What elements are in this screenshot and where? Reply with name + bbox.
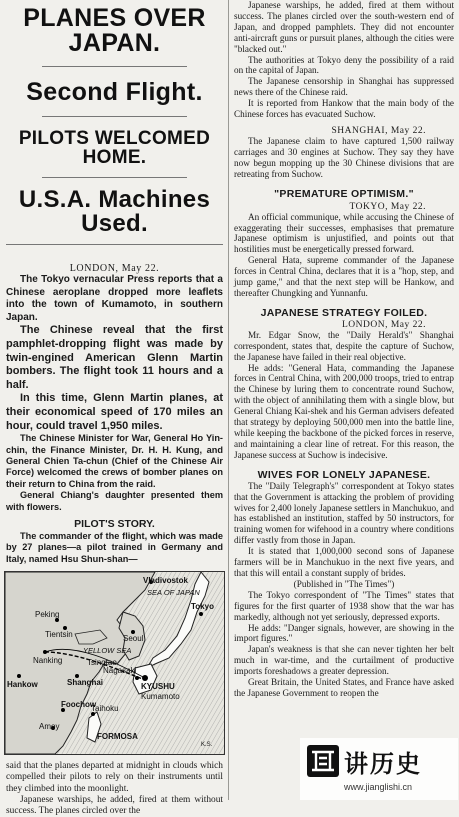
article-paragraph: The Tokyo correspondent of "The Times" states that figures for the first quarter of 1938 show that the war has markedly, although not yet seriously, depressed exports. [234, 589, 454, 622]
article-paragraph: The commander of the flight, which was made by 27 planes—a pilot trained in Germany and Italy, named Hsu Shun-shan— [6, 530, 223, 564]
article-paragraph: It is stated that 1,000,000 second sons of Japanese farmers will be in Manchukuo in the next five years, and that this will entail a constant supply of brides. [234, 546, 454, 578]
divider [42, 66, 187, 67]
subhead-premature-optimism: "PREMATURE OPTIMISM." [274, 187, 414, 200]
divider [6, 244, 223, 245]
map-label: FORMOSA [97, 732, 138, 742]
article-paragraph: Japanese warships, he added, fired at them without success. The planes circled over the south-western end of Japan, and dropped pamphlets. They did not encounter anti-aircraft guns or pursuit planes, although the cities were "blacked out." [234, 0, 454, 54]
map-label: Foochow [61, 700, 97, 710]
dateline-london: LONDON, May 22. [69, 263, 160, 274]
article-paragraph: The "Daily Telegraph's" correspondent at Tokyo states that the Government is attacking the problem of providing wives for 2,400 lonely Japanese settlers in Manchukuo, and has established an institution, staffed by 50 instructors, for training women for wifehood in a country where conditions differ vastly from those in Japan. [234, 480, 454, 546]
map-label: Vladivostok [143, 576, 188, 586]
map-label: Peking [35, 610, 60, 620]
map-label: Hankow [7, 680, 38, 690]
dateline-shanghai: SHANGHAI, May 22. [331, 125, 426, 136]
divider [42, 116, 187, 117]
map-credit: K.S. [201, 742, 213, 749]
article-paragraph: The Chinese Minister for War, General Ho Yin-chin, the Finance Minister, Dr. H. H. Kung, and General Chien Ta-chun (Chief of the Chinese Air Force) welcomed the crews of bomber planes on their return to China from the raid. [6, 433, 223, 489]
map-label: KYUSHU [141, 682, 175, 692]
article-paragraph: said that the planes departed at midnight in clouds which compelled their pilots to rely on their instruments until they climbed into the moonlight. [6, 761, 223, 794]
article-paragraph: General Chiang's daughter presented them with flowers. [6, 490, 223, 512]
article-paragraph: The Tokyo vernacular Press reports that a Chinese aeroplane dropped more leaflets into the town of Kumamoto, in southern Japan. [6, 274, 223, 323]
article-paragraph: Mr. Edgar Snow, the "Daily Herald's" Shanghai correspondent, states that, despite the capture of Suchow, the Japanese have failed in their real objective. [234, 329, 454, 362]
article-paragraph: Japanese warships, he added, fired at them without success. The planes circled over the [6, 794, 223, 816]
watermark-chinese-text: 讲历史 [344, 750, 422, 778]
map-label: Nagasaki [103, 666, 137, 676]
subhead-pilots-story: PILOT'S STORY. [74, 517, 155, 530]
article-paragraph: He adds: "Danger signals, however, are showing in the import figures." [234, 622, 454, 644]
map-figure [4, 571, 225, 755]
map-label: Shanghai [67, 678, 104, 688]
article-paragraph: An official communique, while accusing the Chinese of exaggerating their successes, emphasises that premature Japanese optimism is unjustified, and points out that hostilities must be energetically pressed forward. [234, 211, 454, 255]
article-paragraph: It is reported from Hankow that the main body of the Chinese forces has evacuated Suchow. [234, 98, 454, 120]
map-label: Tokyo [191, 602, 214, 612]
article-paragraph: The authorities at Tokyo deny the possibility of a raid on the capital of Japan. [234, 54, 454, 76]
dateline-tokyo: TOKYO, May 22. [349, 201, 426, 212]
map-label: Taihoku [91, 704, 119, 714]
article-paragraph: In this time, Glenn Martin planes, at their economical speed of 170 miles an hour, could travel 1,950 miles. [6, 392, 223, 432]
map-label: Tsingtao [87, 658, 117, 668]
article-paragraph: The Chinese reveal that the first pamphlet-dropping flight was made by twin-engined American Glenn Martin bombers. The flight took 11 hours and a half. [6, 324, 223, 391]
map-label: Kumamoto [141, 692, 180, 702]
map-label: Amoy [39, 722, 60, 732]
watermark-url: www.jianglishi.cn [344, 782, 413, 792]
article-paragraph: Japan's weakness is that she can never tighten her belt much in war-time, and the curtailment of productive imports foreshadows a greater depression. [234, 644, 454, 677]
map-label: SEA OF JAPAN [147, 588, 200, 598]
article-paragraph: (Published in "The Times") [293, 578, 395, 589]
column-rule [228, 0, 229, 800]
left-column [2, 0, 227, 817]
article-paragraph: The Japanese censorship in Shanghai has suppressed news there of the Chinese raid. [234, 76, 454, 98]
map-label: Tientsin [45, 630, 73, 640]
article-paragraph: General Hata, supreme commander of the Japanese forces in Central China, declares that it is a "hop, step, and jump game," and that the next step will be Hankow, and thereafter Chungking and Yunnanfu. [234, 255, 454, 298]
site-watermark [300, 738, 458, 800]
headline-usa-machines: U.S.A. Machines Used. [18, 186, 211, 237]
headline-planes-over-japan: PLANES OVER JAPAN. [23, 4, 206, 57]
divider [42, 177, 187, 178]
right-column [232, 0, 456, 699]
article-paragraph: Great Britain, the United States, and France have asked the Japanese Government to reopen the [234, 677, 454, 698]
subhead-japanese-strategy-foiled: JAPANESE STRATEGY FOILED. [260, 306, 428, 319]
dateline-london-2: LONDON, May 22. [341, 319, 426, 330]
map-label: YELLOW SEA [83, 646, 132, 656]
article-paragraph: He adds: "General Hata, commanding the Japanese forces in Central China, with 200,000 troops, tried to entrap the Chinese by luring them to concentrate round Suchow, with the object of annihilating them with a single blow, but General Chiang Kai-shek and his German advisers defeated that strategy by deploying 500,000 men into the battle line, while keeping the backbone of the picked forces in reserve, and maintaining a clear line of retreat. For this reason, the Japanese success at Suchow is indecisive. [234, 362, 454, 460]
map-label: Nanking [33, 656, 63, 666]
map-label: Seoul [123, 634, 144, 644]
article-paragraph: The Japanese claim to have captured 1,500 railway carriages and 30 engines at Suchow. They say they have now begun mopping up the 30 Chinese divisions that are retreating from Suchow. [234, 135, 454, 179]
watermark-logo-icon [306, 744, 340, 778]
headline-second-flight: Second Flight. [26, 78, 203, 106]
headline-pilots-welcomed: PILOTS WELCOMED HOME. [18, 128, 211, 168]
subhead-wives-for-lonely-japanese: WIVES FOR LONELY JAPANESE. [257, 468, 431, 481]
